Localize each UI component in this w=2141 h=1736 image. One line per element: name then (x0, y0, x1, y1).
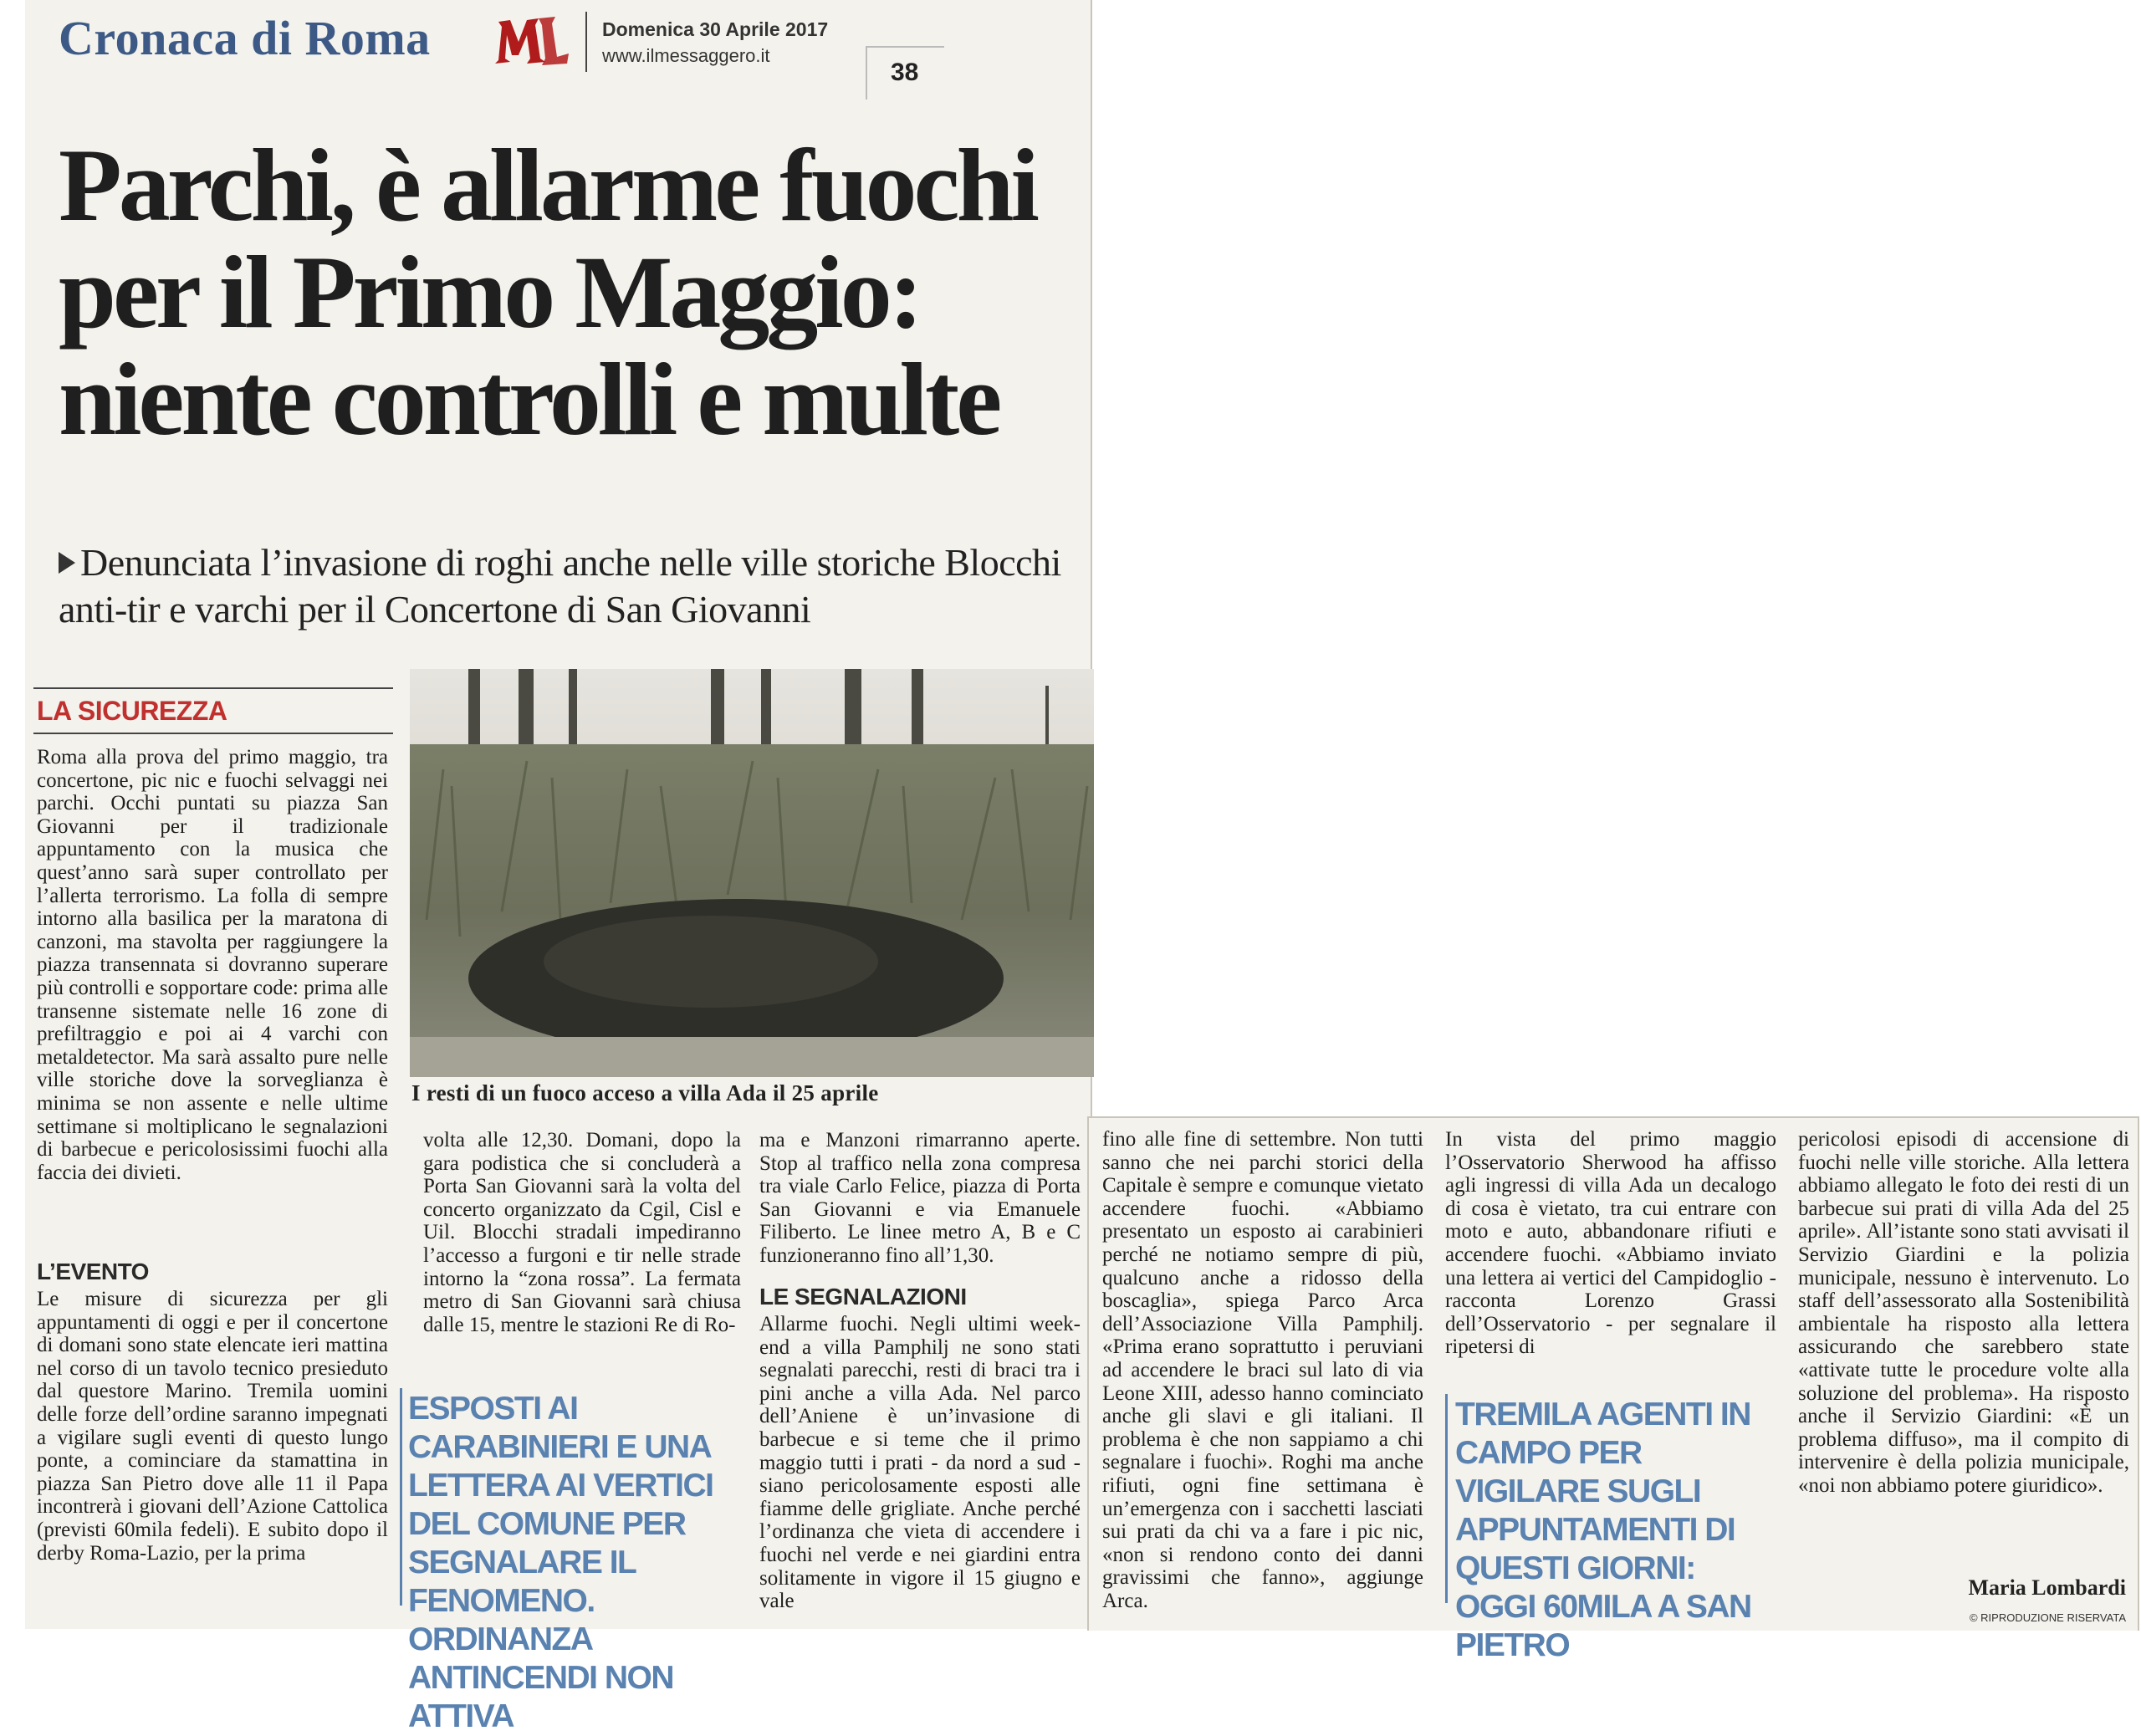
masthead-divider (585, 12, 587, 72)
photo-caption: I resti di un fuoco acceso a villa Ada il 25 aprile (411, 1080, 879, 1105)
section-name: Cronaca di Roma (59, 11, 431, 65)
page-number: 38 (891, 59, 919, 86)
summary (59, 539, 1112, 633)
il-messaggero-logo-icon (493, 10, 574, 69)
headline: Parchi, è allarme fuochi per il Primo Maggio: niente controlli e multe (59, 128, 1037, 457)
kicker: LA SICUREZZA (37, 696, 227, 726)
body-col3: ma e Manzoni rimarranno aperte. Stop al traffico nella zona compresa tra viale Carlo Felice, piazza di Porta San Giovanni e via Emanuele Filiberto. Le linee metro A, B e C funzioneranno fino all’1,30. (759, 1129, 1081, 1267)
pullquote-2: TREMILA AGENTI IN CAMPO PER VIGILARE SUGLI APPUNTAMENTI DI QUESTI GIORNI: OGGI 60MILA A SAN PIETRO (1455, 1396, 1751, 1663)
body-col1-intro: Roma alla prova del primo maggio, tra concertone, pic nic e fuochi selvaggi nei parchi. Occhi puntati su piazza San Giovanni per il tradizionale appuntamento con la musica che quest’anno sarà super controllato per l’allerta terrorismo. La folla di sempre intorno alla basilica per la maratona di canzoni, ma stavolta per raggiungere la piazza transennata si dovranno superare più controlli e sopportare code: prima alle transenne sistemate nelle 16 zone di prefiltraggio e poi ai 4 varchi con metaldetector. Ma sarà assalto pure nelle ville storiche dove la sorveglianza è minima se non assente e nelle ultime settimane si moltiplicano le segnalazioni di barbecue e pericolosissimi fuochi alla faccia dei divieti. (37, 746, 388, 1184)
summary-text: Denunciata l’invasione di roghi anche nelle ville storiche Blocchi anti-tir e varchi per il Concertone di San Giovanni (59, 541, 1061, 631)
body-col6: pericolosi episodi di accensione di fuochi nelle ville storiche. Alla lettera abbiamo allegato le foto dei resti di un barbecue sui prati di villa Ada del 25 aprile». All’istante sono stati avvisati il Servizio Giardini e la polizia municipale, nessuno è intervenuto. Lo staff dell’assessorato alla Sostenibilità ambientale ha risposto alla lettera assicurando che sarebbero state «attivate tutte le procedure volte alla soluzione del problema». Ha risposto anche il Servizio Giardini: «È un problema diffuso», ma il compito di intervenire è della polizia municipale, «noi non abbiamo potere giuridico». (1798, 1128, 2129, 1497)
byline: Maria Lombardi (1968, 1575, 2126, 1600)
body-col3-segnalazioni: Allarme fuochi. Negli ultimi week-end a villa Pamphilj ne sono stati segnalati parecchi, resti di braci tra i pini anche a villa Ada. Nel parco dell’Aniene è un’invasione di barbecue e si teme che il primo maggio tutti i prati - da nord a sud - siano pericolosamente esposti alle fiamme delle grigliate. Anche perché l’ordinanza che vieta di accendere i fuochi nel verde e nei giardini entra solitamente in vigore il 15 giugno e vale (759, 1313, 1081, 1613)
fire-remains-photo (410, 669, 1094, 1077)
website: www.ilmessaggero.it (602, 45, 770, 66)
pullquote-rule-2 (1445, 1394, 1448, 1603)
issue-date: Domenica 30 Aprile 2017 (602, 18, 829, 40)
kicker-rule (33, 687, 393, 689)
body-col2: volta alle 12,30. Domani, dopo la gara podistica che si concluderà a Porta San Giovanni sarà la volta del concerto organizzato da Cgil, Cisl e Uil. Blocchi stradali impediranno l’accesso a furgoni e tir nelle strade intorno la “zona rossa”. La fermata metro di San Giovanni sarà chiusa dalle 15, mentre le stazioni Re di Ro- (423, 1129, 741, 1336)
pullquote-1: ESPOSTI AI CARABINIERI E UNA LETTERA AI VERTICI DEL COMUNE PER SEGNALARE IL FENOMENO. ORDINANZA ANTINCENDI NON ATTIVA (408, 1391, 713, 1734)
body-col4: fino alle fine di settembre. Non tutti sanno che nei parchi storici della Capitale è sempre e comunque vietato accendere fuochi. «Abbiamo presentato un esposto ai carabinieri perché ne notiamo sempre di più, qualcuno anche a ridosso della boscaglia», spiega Parco Arca dell’Associazione Villa Pamphilj. «Prima erano soprattutto i peruviani ad accendere le braci sul lato di via Leone XIII, adesso hanno cominciato anche gli slavi e gli italiani. Il problema è che non sappiamo a chi segnalare i fuochi». Roghi ma anche rifiuti, ogni fine settimana è un’emergenza con i sacchetti lasciati sui prati da chi va a fare i pic nic, «non si rendono conto dei danni gravissimi che fanno», aggiunge Arca. (1102, 1128, 1423, 1612)
continuation-clipping-3 (1786, 1116, 2139, 1631)
body-col1-evento: Le misure di sicurezza per gli appuntamenti di oggi e per il concertone di domani sono state elencate ieri mattina nel corso di un tavolo tecnico presieduto dal questore Marino. Tremila uomini delle forze dell’ordine saranno impegnati a vigilare sugli eventi di questo lungo ponte, a cominciare da stamattina in piazza San Pietro dove alle 11 il Papa incontrerà i giovani dell’Azione Cattolica (previsti 60mila fedeli). E subito dopo il derby Roma-Lazio, per la prima (37, 1288, 388, 1565)
subhead-segnalazioni: LE SEGNALAZIONI (759, 1284, 967, 1310)
subhead-evento: L’EVENTO (37, 1259, 149, 1284)
body-col5: In vista del primo maggio l’Osservatorio Sherwood ha affisso agli ingressi di villa Ada un decalogo di cosa è vietato, tra cui entrare con moto e auto, abbandonare rifiuti e accendere fuochi. «Abbiamo inviato una lettera ai vertici del Campidoglio - racconta Lorenzo Grassi dell’Osservatorio - per segnalare il ripetersi di (1445, 1128, 1776, 1359)
continuation-clipping-2 (1430, 1116, 1786, 1663)
kicker-rule-bottom (33, 733, 393, 734)
pullquote-rule (400, 1388, 402, 1606)
main-clipping (25, 0, 1092, 1734)
continuation-clipping-1 (1087, 1116, 1432, 1631)
triangle-bullet-icon (59, 552, 75, 574)
copyright-note: © RIPRODUZIONE RISERVATA (1969, 1611, 2126, 1624)
